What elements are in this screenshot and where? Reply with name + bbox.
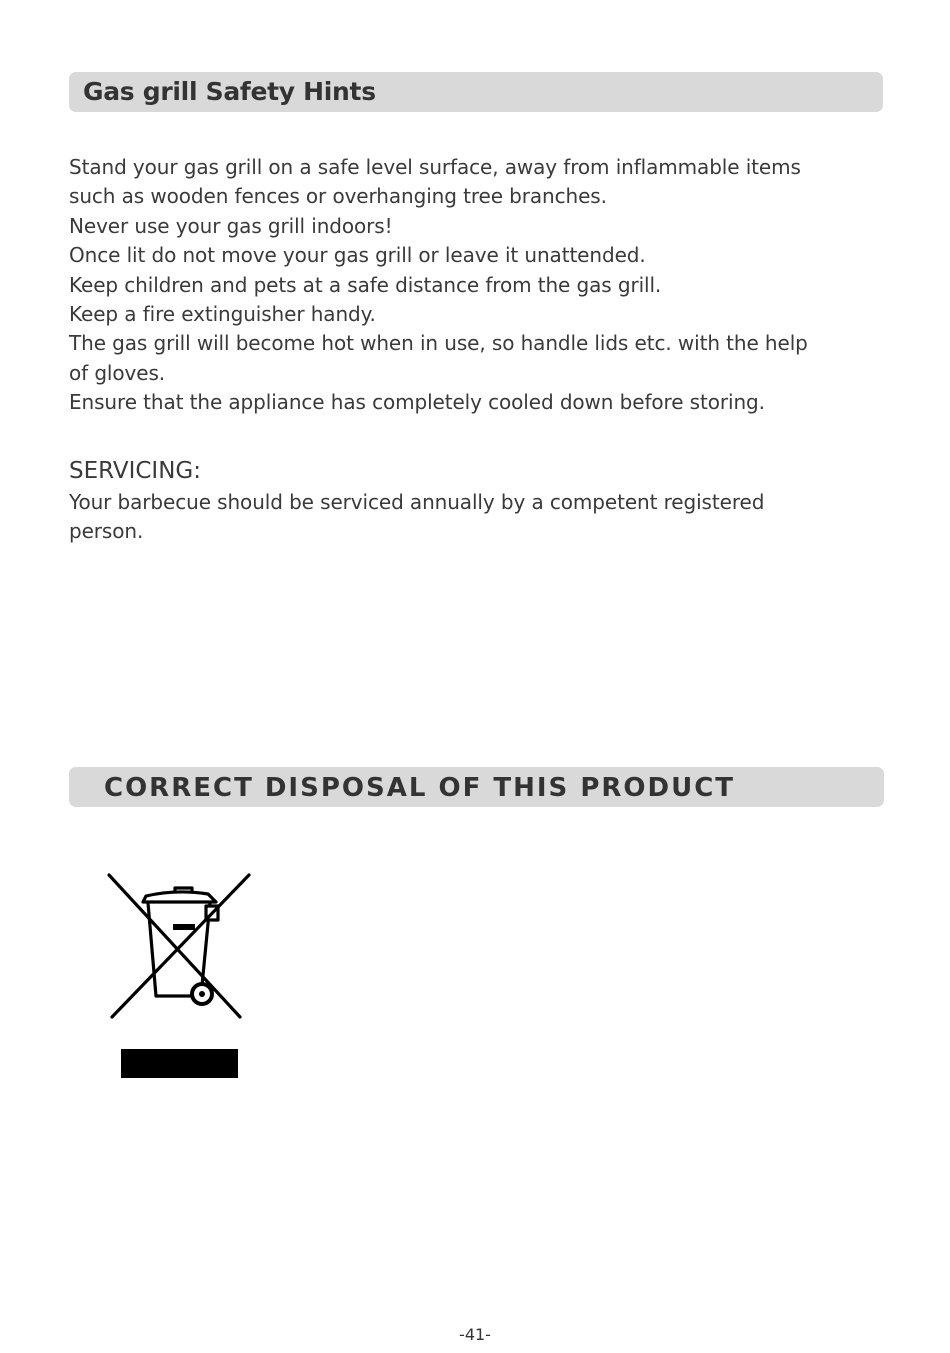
safety-line: such as wooden fences or overhanging tree branches. bbox=[69, 184, 607, 209]
safety-line: Keep children and pets at a safe distance from the gas grill. bbox=[69, 272, 662, 297]
servicing-line: Your barbecue should be serviced annually by a competent registered bbox=[69, 490, 765, 514]
servicing-text bbox=[69, 488, 889, 547]
safety-hints-title: Gas grill Safety Hints bbox=[83, 77, 376, 106]
safety-line: Once lit do not move your gas grill or leave it unattended. bbox=[69, 243, 646, 268]
safety-line: Stand your gas grill on a safe level surface, away from inflammable items bbox=[69, 155, 801, 179]
disposal-title: CORRECT DISPOSAL OF THIS PRODUCT bbox=[104, 773, 736, 803]
weee-black-bar bbox=[121, 1049, 238, 1078]
safety-line: Keep a fire extinguisher handy. bbox=[69, 302, 376, 327]
crossed-out-wheeled-bin-icon bbox=[106, 872, 252, 1020]
safety-line: of gloves. bbox=[69, 360, 166, 385]
page-number: -41- bbox=[459, 1325, 491, 1344]
safety-line: The gas grill will become hot when in use, so handle lids etc. with the help bbox=[69, 331, 808, 356]
safety-line: Never use your gas grill indoors! bbox=[69, 213, 393, 238]
safety-hints-text bbox=[69, 153, 889, 418]
safety-hints-header bbox=[69, 72, 883, 112]
servicing-heading: SERVICING: bbox=[69, 458, 201, 484]
servicing-line: person. bbox=[69, 519, 144, 544]
disposal-header bbox=[69, 767, 884, 807]
safety-line: Ensure that the appliance has completely cooled down before storing. bbox=[69, 390, 765, 415]
